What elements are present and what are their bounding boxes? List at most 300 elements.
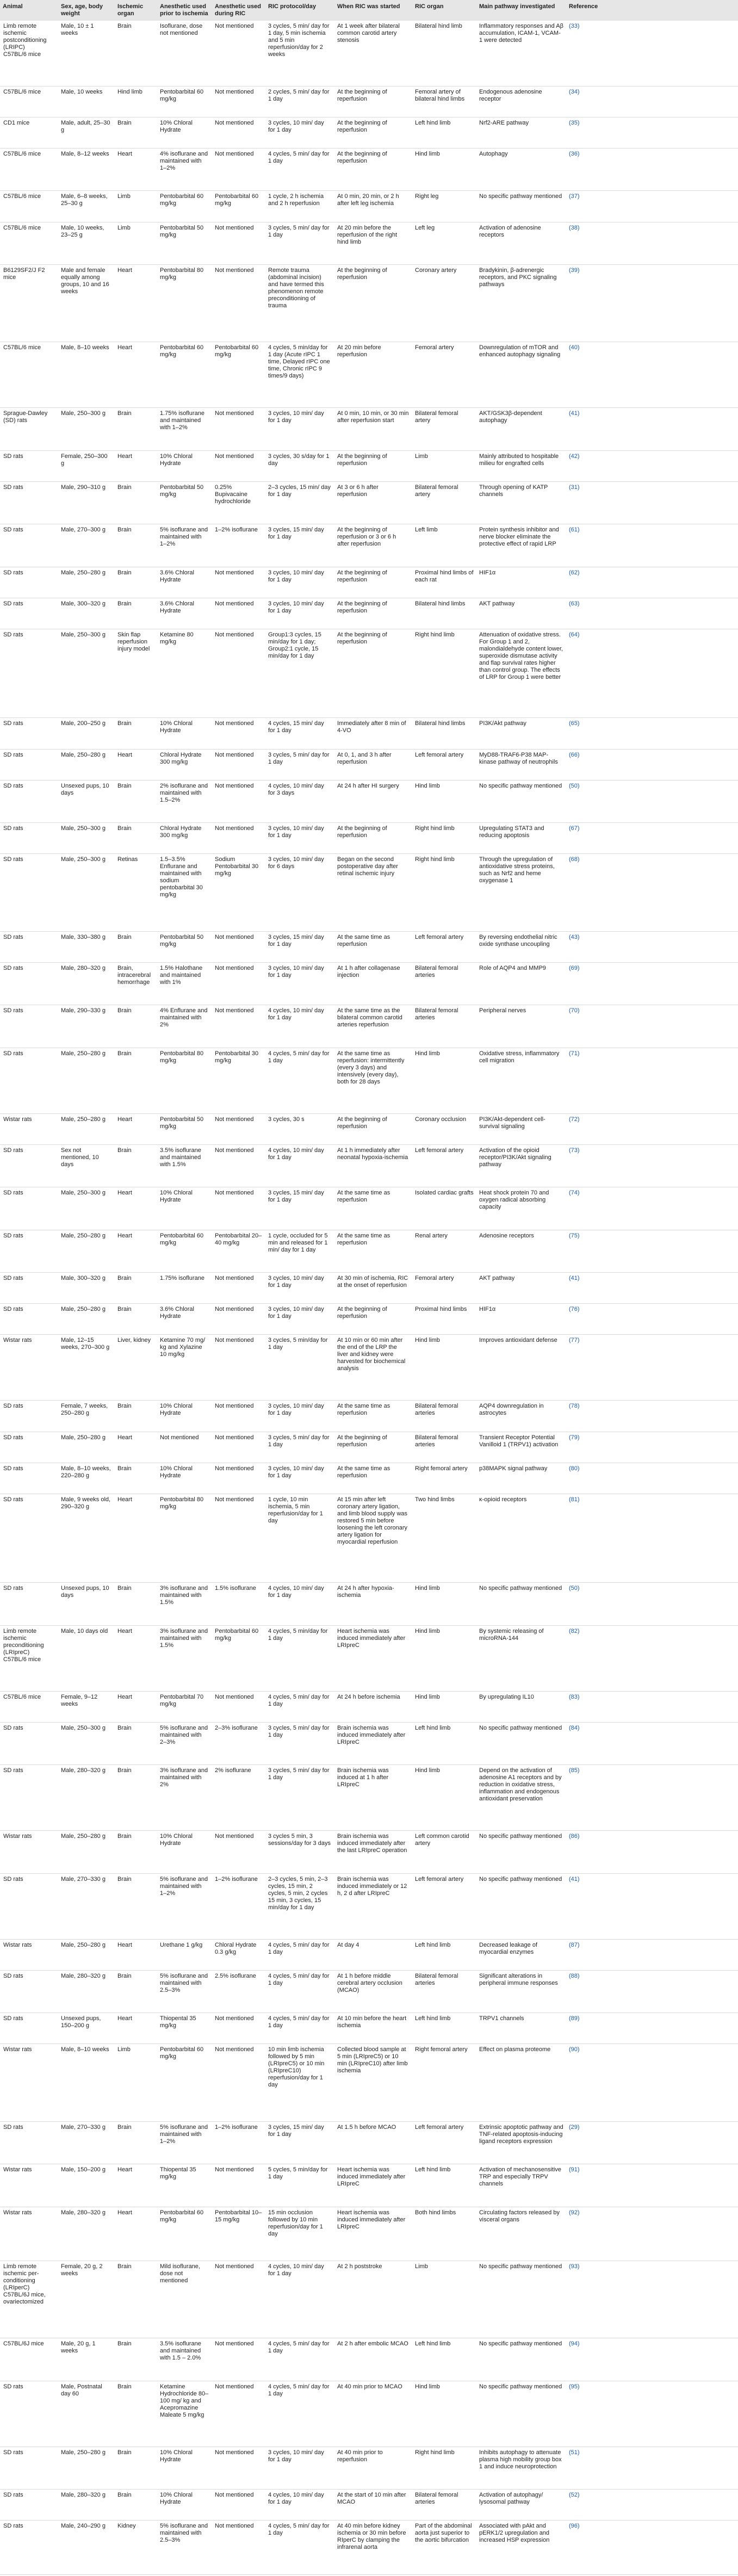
reference-cell[interactable]: (79) <box>566 1432 738 1463</box>
sex-age-weight-cell: Male, 250–280 g <box>58 1113 115 1144</box>
ric-start-cell: At 1 week after bilateral common carotid artery stenosis <box>334 21 412 86</box>
pathway-cell: Attenuation of oxidative stress. For Group 1 and 2, malondialdehyde content lower, superoxide dismutase activity and flap survival rates higher than control group. The effects of LRP for Group 1 were better <box>476 629 566 718</box>
sex-age-weight-cell: Male, Postnatal day 60 <box>58 2381 115 2447</box>
sex-age-weight-cell: Male, 250–300 g <box>58 1187 115 1230</box>
pathway-cell: Protein synthesis inhibitor and nerve blocker eliminate the protective effect of rapid LRP <box>476 524 566 567</box>
animal-cell: SD rats <box>0 1048 58 1113</box>
sex-age-weight-cell: Male, 250–300 g <box>58 629 115 718</box>
reference-cell[interactable]: (80) <box>566 1463 738 1494</box>
ric-start-cell: At the same time as the bilateral common carotid arteries reperfusion <box>334 1005 412 1048</box>
animal-cell: SD rats <box>0 1873 58 1939</box>
table-row <box>0 780 738 822</box>
pathway-cell: Through the upregulation of antioxidative stress proteins, such as Nrf2 and heme oxygenase 1 <box>476 854 566 931</box>
anesthetic-prior-cell: 10% Chloral Hydrate <box>157 450 212 481</box>
anesthetic-prior-cell: 3.6% Chloral Hydrate <box>157 567 212 598</box>
ric-protocol-cell: 1 cycle, 10 min ischemia, 5 min reperfusion/day for 1 day <box>265 1494 334 1582</box>
ric-organ-cell: Both hind limbs <box>412 2207 476 2261</box>
ric-protocol-cell: 3 cycles, 15 min/ day for 1 day <box>265 931 334 962</box>
anesthetic-during-cell: Pentobarbital 60 mg/kg <box>212 342 265 408</box>
pathway-cell: By upregulating IL10 <box>476 1691 566 1722</box>
sex-age-weight-cell: Male, 270–300 g <box>58 524 115 567</box>
table-row <box>0 481 738 524</box>
sex-age-weight-cell: Male, 300–320 g <box>58 598 115 629</box>
animal-cell: SD rats <box>0 1722 58 1764</box>
table-row <box>0 2490 738 2521</box>
ischemic-organ-cell: Heart <box>115 342 157 408</box>
reference-cell[interactable]: (40) <box>566 342 738 408</box>
column-header: Anesthetic used during RIC <box>212 0 265 21</box>
table-row <box>0 823 738 854</box>
ric-organ-cell: Bilateral femoral arteries <box>412 1005 476 1048</box>
table-row <box>0 265 738 342</box>
reference-cell[interactable]: (83) <box>566 1691 738 1722</box>
ric-protocol-cell: 4 cycles, 5 min/day for 1 day <box>265 1625 334 1691</box>
animal-cell: C57BL/6 mice <box>0 222 58 264</box>
ric-start-cell: At the beginning of reperfusion <box>334 86 412 117</box>
pathway-cell: Upregulating STAT3 and reducing apoptosis <box>476 823 566 854</box>
reference-cell[interactable]: (41) <box>566 1873 738 1939</box>
ric-organ-cell: Right femoral artery <box>412 1463 476 1494</box>
sex-age-weight-cell: Male, 250–280 g <box>58 1230 115 1272</box>
ric-start-cell: Began on the second postoperative day after retinal ischemic injury <box>334 854 412 931</box>
pathway-cell: No specific pathway mentioned <box>476 1583 566 1625</box>
animal-cell: Wistar rats <box>0 2044 58 2121</box>
animal-cell: SD rats <box>0 1273 58 1304</box>
reference-cell[interactable]: (51) <box>566 2447 738 2489</box>
pathway-cell: No specific pathway mentioned <box>476 1831 566 1873</box>
ric-organ-cell: Coronary occlusion <box>412 1113 476 1144</box>
sex-age-weight-cell: Male, 250–300 g <box>58 854 115 931</box>
pathway-cell: Depend on the activation of adenosine A1 receptors and by reduction in oxidative stress, inflammation and endogenous antioxidant preservation <box>476 1765 566 1831</box>
ischemic-organ-cell: Heart <box>115 148 157 190</box>
animal-cell: Wistar rats <box>0 2164 58 2207</box>
table-body <box>0 21 738 2575</box>
reference-cell[interactable]: (43) <box>566 931 738 962</box>
animal-cell: SD rats <box>0 962 58 1005</box>
anesthetic-prior-cell: 5% isoflurane and maintained with 2.5–3% <box>157 2521 212 2575</box>
anesthetic-prior-cell: Pentobarbital 60 mg/kg <box>157 191 212 222</box>
ischemic-organ-cell: Hind limb <box>115 86 157 117</box>
ric-start-cell: At the beginning of reperfusion <box>334 1113 412 1144</box>
ric-start-cell: At 1 h immediately after neonatal hypoxia-ischemia <box>334 1144 412 1187</box>
anesthetic-during-cell: 1.5% isoflurane <box>212 1583 265 1625</box>
anesthetic-prior-cell: Urethane 1 g/kg <box>157 1939 212 1970</box>
sex-age-weight-cell: Male, 200–250 g <box>58 718 115 749</box>
reference-cell[interactable]: (82) <box>566 1625 738 1691</box>
animal-cell: SD rats <box>0 481 58 524</box>
pathway-cell: Inhibits autophagy to attenuate plasma high mobility group box 1 and induce neuroprotection <box>476 2447 566 2489</box>
ric-start-cell: Immediately after 8 min of 4-VO <box>334 718 412 749</box>
table-row <box>0 2381 738 2447</box>
column-header: Anesthetic used prior to ischemia <box>157 0 212 21</box>
ric-organ-cell: Left hind limb <box>412 2338 476 2381</box>
reference-cell[interactable]: (63) <box>566 598 738 629</box>
table-row <box>0 2207 738 2261</box>
reference-cell[interactable]: (95) <box>566 2381 738 2447</box>
table-row <box>0 1187 738 1230</box>
ric-protocol-cell: 3 cycles, 10 min/ day for 6 days <box>265 854 334 931</box>
ric-protocol-cell: 5 cycles, 5 min/day for 1 day <box>265 2164 334 2207</box>
anesthetic-prior-cell: Not mentioned <box>157 1432 212 1463</box>
anesthetic-during-cell: Not mentioned <box>212 962 265 1005</box>
reference-cell[interactable]: (31) <box>566 481 738 524</box>
anesthetic-prior-cell: 3.5% isoflurane and maintained with 1.5% <box>157 1144 212 1187</box>
table-row <box>0 749 738 780</box>
reference-cell[interactable]: (92) <box>566 2207 738 2261</box>
table-row <box>0 1432 738 1463</box>
table-row <box>0 1230 738 1272</box>
ric-organ-cell: Right hind limb <box>412 823 476 854</box>
ric-start-cell: Heart ischemia was induced immediately after LRIpreC <box>334 2164 412 2207</box>
ric-start-cell: At the beginning of reperfusion <box>334 117 412 148</box>
sex-age-weight-cell: Male, 290–310 g <box>58 481 115 524</box>
pathway-cell: MyD88-TRAF6-P38 MAP-kinase pathway of neutrophils <box>476 749 566 780</box>
ric-organ-cell: Femoral artery <box>412 342 476 408</box>
ric-start-cell: Brain ischemia was induced immediately or 12 h, 2 d after LRIpreC <box>334 1873 412 1939</box>
ric-organ-cell: Right leg <box>412 191 476 222</box>
anesthetic-prior-cell: 5% isoflurane and maintained with 2–3% <box>157 1722 212 1764</box>
pathway-cell: Through opening of KATP channels <box>476 481 566 524</box>
ric-start-cell: At 40 min prior to reperfusion <box>334 2447 412 2489</box>
reference-cell[interactable]: (64) <box>566 629 738 718</box>
ischemic-organ-cell: Heart <box>115 1625 157 1691</box>
ric-start-cell: At day 4 <box>334 1939 412 1970</box>
animal-cell: SD rats <box>0 629 58 718</box>
reference-cell[interactable]: (76) <box>566 1304 738 1335</box>
sex-age-weight-cell: Male, 250–280 g <box>58 1432 115 1463</box>
reference-cell[interactable]: (50) <box>566 780 738 822</box>
sex-age-weight-cell: Male, 8–12 weeks <box>58 148 115 190</box>
ric-start-cell: At the same time as reperfusion <box>334 1401 412 1432</box>
sex-age-weight-cell: Male, 8–10 weeks, 220–280 g <box>58 1463 115 1494</box>
sex-age-weight-cell: Male, 10 weeks, 23–25 g <box>58 222 115 264</box>
ric-organ-cell: Bilateral hind limb <box>412 21 476 86</box>
ric-protocol-cell: 4 cycles, 5 min/ day for 1 day <box>265 2381 334 2447</box>
sex-age-weight-cell: Male, 12–15 weeks, 270–300 g <box>58 1335 115 1401</box>
anesthetic-during-cell: Not mentioned <box>212 598 265 629</box>
anesthetic-prior-cell: 10% Chloral Hydrate <box>157 1187 212 1230</box>
table-row <box>0 1463 738 1494</box>
reference-cell[interactable]: (36) <box>566 148 738 190</box>
anesthetic-prior-cell: Pentobarbital 60 mg/kg <box>157 86 212 117</box>
reference-cell[interactable]: (67) <box>566 823 738 854</box>
pathway-cell: Activation of mechanosensitive TRP and especially TRPV channels <box>476 2164 566 2207</box>
pathway-cell: Decreased leakage of myocardial enzymes <box>476 1939 566 1970</box>
anesthetic-during-cell: Not mentioned <box>212 2044 265 2121</box>
reference-cell[interactable]: (81) <box>566 1494 738 1582</box>
table-row <box>0 2261 738 2338</box>
reference-cell[interactable]: (84) <box>566 1722 738 1764</box>
animal-cell: Limb remote ischemic preconditioning (LRIpreC) C57BL/6 mice <box>0 1625 58 1691</box>
reference-cell[interactable]: (65) <box>566 718 738 749</box>
pathway-cell: Downregulation of mTOR and enhanced autophagy signaling <box>476 342 566 408</box>
ischemic-organ-cell: Brain <box>115 1970 157 2013</box>
reference-cell[interactable]: (35) <box>566 117 738 148</box>
reference-cell[interactable]: (52) <box>566 2490 738 2521</box>
ric-organ-cell: Hind limb <box>412 2381 476 2447</box>
reference-cell[interactable]: (87) <box>566 1939 738 1970</box>
reference-cell[interactable]: (73) <box>566 1144 738 1187</box>
animal-cell: C57BL/6 mice <box>0 1691 58 1722</box>
pathway-cell: Activation of the opioid receptor/PI3K/Akt signaling pathway <box>476 1144 566 1187</box>
ischemic-organ-cell: Brain <box>115 1144 157 1187</box>
reference-cell[interactable]: (41) <box>566 1273 738 1304</box>
ischemic-organ-cell: Brain <box>115 1831 157 1873</box>
anesthetic-during-cell: Not mentioned <box>212 2447 265 2489</box>
ric-organ-cell: Bilateral femoral artery <box>412 408 476 450</box>
anesthetic-during-cell: Not mentioned <box>212 567 265 598</box>
table-row <box>0 1048 738 1113</box>
ric-start-cell: At 15 min after left coronary artery ligation, and limb blood supply was restored 5 min before loosening the left coronary artery ligation for myocardial reperfusion <box>334 1494 412 1582</box>
ischemic-organ-cell: Brain <box>115 567 157 598</box>
ischemic-organ-cell: Kidney <box>115 2521 157 2575</box>
ric-organ-cell: Left hind limb <box>412 2013 476 2044</box>
ric-protocol-cell: 10 min limb ischemia followed by 5 min (LRIpreC5) or 10 min (LRIpreC10) reperfusion/day for 1 day <box>265 2044 334 2121</box>
anesthetic-prior-cell: 3.5% isoflurane and maintained with 1.5 – 2.0% <box>157 2338 212 2381</box>
sex-age-weight-cell: Male, 250–300 g <box>58 1722 115 1764</box>
anesthetic-during-cell: Not mentioned <box>212 1432 265 1463</box>
table-row <box>0 2447 738 2489</box>
table-row <box>0 222 738 264</box>
reference-cell[interactable]: (68) <box>566 854 738 931</box>
pathway-cell: Autophagy <box>476 148 566 190</box>
column-header: Reference <box>566 0 738 21</box>
reference-cell[interactable]: (37) <box>566 191 738 222</box>
ischemic-organ-cell: Brain <box>115 117 157 148</box>
ischemic-organ-cell: Brain <box>115 21 157 86</box>
anesthetic-prior-cell: 10% Chloral Hydrate <box>157 2447 212 2489</box>
reference-cell[interactable]: (72) <box>566 1113 738 1144</box>
table-row <box>0 1691 738 1722</box>
reference-cell[interactable]: (41) <box>566 408 738 450</box>
anesthetic-prior-cell: 3% isoflurane and maintained with 1.5% <box>157 1625 212 1691</box>
table-row <box>0 962 738 1005</box>
anesthetic-during-cell: Not mentioned <box>212 823 265 854</box>
ric-protocol-cell: 4 cycles, 5 min/ day for 1 day <box>265 1970 334 2013</box>
reference-cell[interactable]: (71) <box>566 1048 738 1113</box>
anesthetic-during-cell: Not mentioned <box>212 1005 265 1048</box>
pathway-cell: TRPV1 channels <box>476 2013 566 2044</box>
sex-age-weight-cell: Male, 250–280 g <box>58 1048 115 1113</box>
reference-cell[interactable]: (90) <box>566 2044 738 2121</box>
reference-cell[interactable]: (33) <box>566 21 738 86</box>
pathway-cell: Effect on plasma proteome <box>476 2044 566 2121</box>
ischemic-organ-cell: Heart <box>115 265 157 342</box>
ric-protocol-cell: Group1:3 cycles, 15 min/day for 1 day; Group2:1 cycle, 15 min/day for 1 day <box>265 629 334 718</box>
table-row <box>0 1831 738 1873</box>
anesthetic-during-cell: Not mentioned <box>212 1187 265 1230</box>
sex-age-weight-cell: Male, 300–320 g <box>58 1273 115 1304</box>
sex-age-weight-cell: Male, 10 weeks <box>58 86 115 117</box>
table-row <box>0 21 738 86</box>
column-header: Animal <box>0 0 58 21</box>
anesthetic-prior-cell: Mild isoflurane, dose not mentioned <box>157 2261 212 2338</box>
pathway-cell: No specific pathway mentioned <box>476 1722 566 1764</box>
table-row <box>0 1722 738 1764</box>
reference-cell[interactable]: (66) <box>566 749 738 780</box>
ischemic-organ-cell: Brain <box>115 2490 157 2521</box>
ric-protocol-cell: 15 min occlusion followed by 10 min reperfusion/day for 1 day <box>265 2207 334 2261</box>
table-row <box>0 408 738 450</box>
anesthetic-prior-cell: Pentobarbital 50 mg/kg <box>157 931 212 962</box>
ric-start-cell: At the same time as reperfusion <box>334 931 412 962</box>
sex-age-weight-cell: Male, 10 days old <box>58 1625 115 1691</box>
anesthetic-during-cell: Not mentioned <box>212 780 265 822</box>
ischemic-organ-cell: Brain <box>115 1005 157 1048</box>
pathway-cell: Activation of autophagy/ lysosomal pathway <box>476 2490 566 2521</box>
pathway-cell: Activation of adenosine receptors <box>476 222 566 264</box>
anesthetic-prior-cell: Pentobarbital 60 mg/kg <box>157 2044 212 2121</box>
anesthetic-during-cell: Not mentioned <box>212 1401 265 1432</box>
ric-organ-cell: Isolated cardiac grafts <box>412 1187 476 1230</box>
ric-protocol-cell: 3 cycles, 5 min/ day for 1 day <box>265 1432 334 1463</box>
animal-cell: Wistar rats <box>0 2207 58 2261</box>
reference-cell[interactable]: (91) <box>566 2164 738 2207</box>
anesthetic-prior-cell: 10% Chloral Hydrate <box>157 718 212 749</box>
ric-start-cell: At 0 min, 20 min, or 2 h after left leg ischemia <box>334 191 412 222</box>
reference-cell[interactable]: (50) <box>566 1583 738 1625</box>
reference-cell[interactable]: (34) <box>566 86 738 117</box>
reference-cell[interactable]: (42) <box>566 450 738 481</box>
ischemic-organ-cell: Brain <box>115 2261 157 2338</box>
ischemic-organ-cell: Brain <box>115 2381 157 2447</box>
table-row <box>0 342 738 408</box>
ric-organ-cell: Bilateral femoral arteries <box>412 1970 476 2013</box>
pathway-cell: No specific pathway mentioned <box>476 191 566 222</box>
column-header: Main pathway investigated <box>476 0 566 21</box>
table-row <box>0 191 738 222</box>
pathway-cell: AKT pathway <box>476 1273 566 1304</box>
ric-start-cell: At the beginning of reperfusion <box>334 823 412 854</box>
animal-cell: SD rats <box>0 567 58 598</box>
anesthetic-prior-cell: Pentobarbital 50 mg/kg <box>157 481 212 524</box>
table-row <box>0 2164 738 2207</box>
anesthetic-during-cell: Not mentioned <box>212 1831 265 1873</box>
reference-cell[interactable]: (70) <box>566 1005 738 1048</box>
ric-protocol-cell: 4 cycles, 5 min/ day for 1 day <box>265 2521 334 2575</box>
ric-organ-cell: Left limb <box>412 524 476 567</box>
ric-protocol-cell: 3 cycles, 10 min/ day for 1 day <box>265 598 334 629</box>
anesthetic-during-cell: Not mentioned <box>212 1273 265 1304</box>
anesthetic-prior-cell: 10% Chloral Hydrate <box>157 117 212 148</box>
ric-start-cell: At 10 min before the heart ischemia <box>334 2013 412 2044</box>
ischemic-organ-cell: Heart <box>115 1432 157 1463</box>
ric-protocol-cell: 4 cycles, 5 min/ day for 1 day <box>265 1939 334 1970</box>
pathway-cell: AKT pathway <box>476 598 566 629</box>
reference-cell[interactable]: (69) <box>566 962 738 1005</box>
anesthetic-during-cell: Pentobarbital 10–15 mg/kg <box>212 2207 265 2261</box>
ric-organ-cell: Bilateral hind limbs <box>412 718 476 749</box>
reference-cell[interactable]: (89) <box>566 2013 738 2044</box>
anesthetic-prior-cell: 10% Chloral Hydrate <box>157 2490 212 2521</box>
ric-protocol-cell: 3 cycles, 10 min/ day for 1 day <box>265 1463 334 1494</box>
animal-cell: SD rats <box>0 1432 58 1463</box>
reference-cell[interactable]: (62) <box>566 567 738 598</box>
anesthetic-prior-cell: Chloral Hydrate 300 mg/kg <box>157 749 212 780</box>
ric-organ-cell: Limb <box>412 2261 476 2338</box>
ric-organ-cell: Hind limb <box>412 780 476 822</box>
reference-cell[interactable]: (39) <box>566 265 738 342</box>
ric-start-cell: At 1 h before middle cerebral artery occlusion (MCAO) <box>334 1970 412 2013</box>
reference-cell[interactable]: (78) <box>566 1401 738 1432</box>
anesthetic-during-cell: Not mentioned <box>212 1463 265 1494</box>
sex-age-weight-cell: Male, 280–320 g <box>58 1765 115 1831</box>
pathway-cell: Nrf2-ARE pathway <box>476 117 566 148</box>
ric-protocol-cell: 4 cycles, 5 min/ day for 1 day <box>265 2013 334 2044</box>
ric-start-cell: At the beginning of reperfusion <box>334 265 412 342</box>
ric-start-cell: At the beginning of reperfusion <box>334 1432 412 1463</box>
table-row <box>0 629 738 718</box>
ric-protocol-cell: 3 cycles, 5 min/ day for 1 day <box>265 1765 334 1831</box>
reference-cell[interactable]: (85) <box>566 1765 738 1831</box>
sex-age-weight-cell: Unsexed pups, 150–200 g <box>58 2013 115 2044</box>
sex-age-weight-cell: Female, 250–300 g <box>58 450 115 481</box>
ischemic-organ-cell: Skin flap reperfusion injury model <box>115 629 157 718</box>
ischemic-organ-cell: Brain <box>115 2338 157 2381</box>
sex-age-weight-cell: Unsexed pups, 10 days <box>58 1583 115 1625</box>
anesthetic-during-cell: Pentobarbital 60 mg/kg <box>212 1625 265 1691</box>
animal-cell: CD1 mice <box>0 117 58 148</box>
ischemic-organ-cell: Brain <box>115 2447 157 2489</box>
sex-age-weight-cell: Male, 250–280 g <box>58 1939 115 1970</box>
pathway-cell: Inflammatory responses and Aβ accumulation, ICAM-1, VCAM-1 were detected <box>476 21 566 86</box>
animal-cell: SD rats <box>0 1494 58 1582</box>
animal-cell: B6129SF2/J F2 mice <box>0 265 58 342</box>
pathway-cell: HIF1α <box>476 567 566 598</box>
ric-organ-cell: Bilateral femoral artery <box>412 481 476 524</box>
animal-cell: C57BL/6 mice <box>0 86 58 117</box>
reference-cell[interactable]: (86) <box>566 1831 738 1873</box>
reference-cell[interactable]: (88) <box>566 1970 738 2013</box>
anesthetic-during-cell: Not mentioned <box>212 450 265 481</box>
anesthetic-prior-cell: Pentobarbital 60 mg/kg <box>157 1230 212 1272</box>
animal-cell: SD rats <box>0 2521 58 2575</box>
sex-age-weight-cell: Male, 270–330 g <box>58 2121 115 2164</box>
sex-age-weight-cell: Male, 280–320 g <box>58 1970 115 2013</box>
reference-cell[interactable]: (38) <box>566 222 738 264</box>
reference-cell[interactable]: (93) <box>566 2261 738 2338</box>
ric-protocol-cell: 3 cycles, 5 min/ day for 1 day <box>265 749 334 780</box>
reference-cell[interactable]: (75) <box>566 1230 738 1272</box>
ric-organ-cell: Left femoral artery <box>412 931 476 962</box>
reference-cell[interactable]: (29) <box>566 2121 738 2164</box>
reference-cell[interactable]: (61) <box>566 524 738 567</box>
anesthetic-prior-cell: 3.6% Chloral Hydrate <box>157 1304 212 1335</box>
reference-cell[interactable]: (74) <box>566 1187 738 1230</box>
animal-cell: Wistar rats <box>0 1335 58 1401</box>
anesthetic-during-cell: Not mentioned <box>212 1494 265 1582</box>
reference-cell[interactable]: (94) <box>566 2338 738 2381</box>
anesthetic-prior-cell: Pentobarbital 50 mg/kg <box>157 1113 212 1144</box>
column-header: When RIC was started <box>334 0 412 21</box>
anesthetic-during-cell: 0.25% Bupivacaine hydrochloride <box>212 481 265 524</box>
anesthetic-during-cell: Pentobarbital 30 mg/kg <box>212 1048 265 1113</box>
reference-cell[interactable]: (96) <box>566 2521 738 2575</box>
ric-protocol-cell: 4 cycles, 10 min/ day for 1 day <box>265 2490 334 2521</box>
ric-start-cell: At 24 h before ischemia <box>334 1691 412 1722</box>
ischemic-organ-cell: Heart <box>115 2164 157 2207</box>
anesthetic-during-cell: Not mentioned <box>212 117 265 148</box>
table-row <box>0 598 738 629</box>
sex-age-weight-cell: Male, 8–10 weeks <box>58 342 115 408</box>
reference-cell[interactable]: (77) <box>566 1335 738 1401</box>
animal-cell: SD rats <box>0 2381 58 2447</box>
column-header: RIC protocol/day <box>265 0 334 21</box>
anesthetic-during-cell: 2% isoflurane <box>212 1765 265 1831</box>
anesthetic-during-cell: Not mentioned <box>212 86 265 117</box>
animal-cell: SD rats <box>0 598 58 629</box>
table-row <box>0 1304 738 1335</box>
